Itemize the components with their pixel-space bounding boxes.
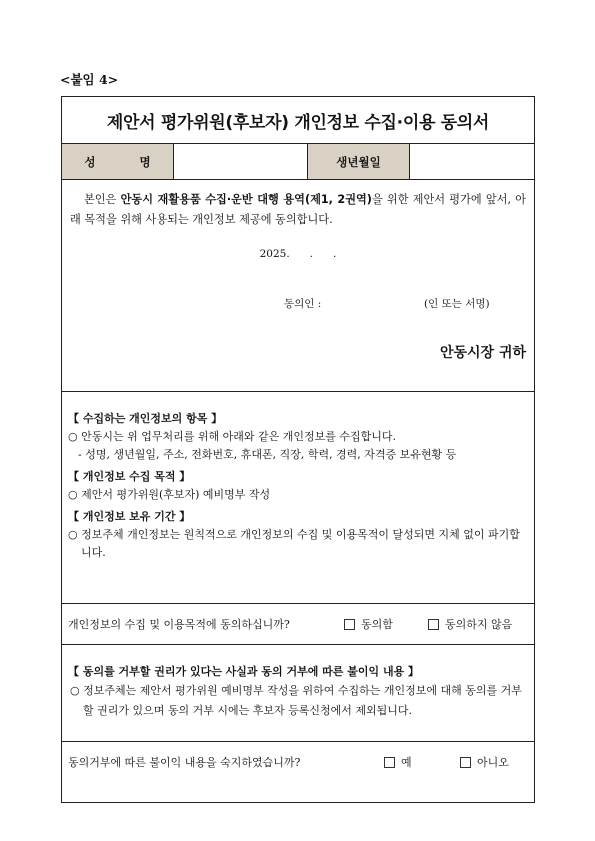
refusal-heading: 【 동의를 거부할 권리가 있다는 사실과 동의 거부에 따른 불이익 내용 】 bbox=[68, 665, 420, 678]
privacy-details bbox=[62, 392, 534, 604]
sign-method: (인 또는 서명) bbox=[424, 298, 490, 310]
consent-statement bbox=[62, 180, 534, 392]
checkbox-icon[interactable] bbox=[344, 619, 355, 630]
ack-question-row bbox=[62, 742, 534, 782]
agree-option[interactable] bbox=[344, 616, 393, 632]
consent-paragraph bbox=[70, 190, 526, 230]
yes-option[interactable] bbox=[384, 754, 412, 770]
form-header bbox=[62, 97, 534, 144]
purpose-heading: 【 개인정보 수집 목적 】 bbox=[68, 470, 191, 483]
agree-label: 동의함 bbox=[361, 618, 393, 631]
consent-question-row bbox=[62, 604, 534, 645]
attachment-label: <붙임 4> bbox=[60, 72, 119, 87]
period-heading: 【 개인정보 보유 기간 】 bbox=[68, 510, 191, 523]
addressee: 안동시장 귀하 bbox=[439, 345, 526, 361]
refusal-line: ○ 정보주체는 제안서 평가위원 예비명부 작성을 위하여 수집하는 개인정보에 대해 동의를 거부할 권리가 있으며 동의 거부 시에는 후보자 등록신청에서 제외됩니다. bbox=[70, 684, 522, 717]
form-title: 제안서 평가위원(후보자) 개인정보 수집·이용 동의서 bbox=[106, 112, 490, 133]
name-field[interactable] bbox=[174, 144, 308, 179]
checkbox-icon[interactable] bbox=[460, 757, 471, 768]
refusal-section bbox=[62, 645, 534, 742]
name-label: 성 명 bbox=[84, 154, 151, 169]
ack-question: 동의거부에 따른 불이익 내용을 숙지하였습니까? bbox=[68, 756, 301, 769]
checkbox-icon[interactable] bbox=[384, 757, 395, 768]
birth-label: 생년월일 bbox=[336, 154, 381, 169]
consent-text-suffix: 을 위한 제안서 평가에 앞서, 아래 목적을 위해 사용되는 개인정보 제공에 동의합니다. bbox=[70, 193, 526, 226]
project-name: 안동시 재활용품 수집·운반 대행 용역(제1, 2권역) bbox=[120, 193, 372, 206]
disagree-option[interactable] bbox=[428, 616, 512, 632]
birth-label-cell bbox=[308, 144, 410, 179]
items-list: - 성명, 생년월일, 주소, 전화번호, 휴대폰, 직장, 학력, 경력, 자격증 보유현황 등 bbox=[78, 448, 457, 461]
consent-date[interactable]: 2025. . . bbox=[259, 248, 337, 260]
no-label: 아니오 bbox=[477, 756, 509, 769]
period-line: ○ 정보주체 개인정보는 원칙적으로 개인정보의 수집 및 이용목적이 달성되면 지체 없이 파기합니다. bbox=[68, 528, 520, 559]
disagree-label: 동의하지 않음 bbox=[445, 618, 513, 631]
signer-label: 동의인 : bbox=[284, 298, 322, 310]
consent-form bbox=[61, 96, 535, 803]
checkbox-icon[interactable] bbox=[428, 619, 439, 630]
consent-text-prefix: 본인은 bbox=[84, 193, 121, 206]
consent-question: 개인정보의 수집 및 이용목적에 동의하십니까? bbox=[68, 618, 290, 631]
personal-info-row bbox=[62, 144, 534, 180]
birth-field[interactable] bbox=[410, 144, 534, 179]
purpose-line: ○ 제안서 평가위원(후보자) 예비명부 작성 bbox=[68, 488, 271, 501]
yes-label: 예 bbox=[401, 756, 412, 769]
items-line: ○ 안동시는 위 업무처리를 위해 아래와 같은 개인정보를 수집합니다. bbox=[68, 430, 396, 443]
items-heading: 【 수집하는 개인정보의 항목 】 bbox=[68, 412, 223, 425]
no-option[interactable] bbox=[460, 754, 509, 770]
name-label-cell bbox=[62, 144, 174, 179]
